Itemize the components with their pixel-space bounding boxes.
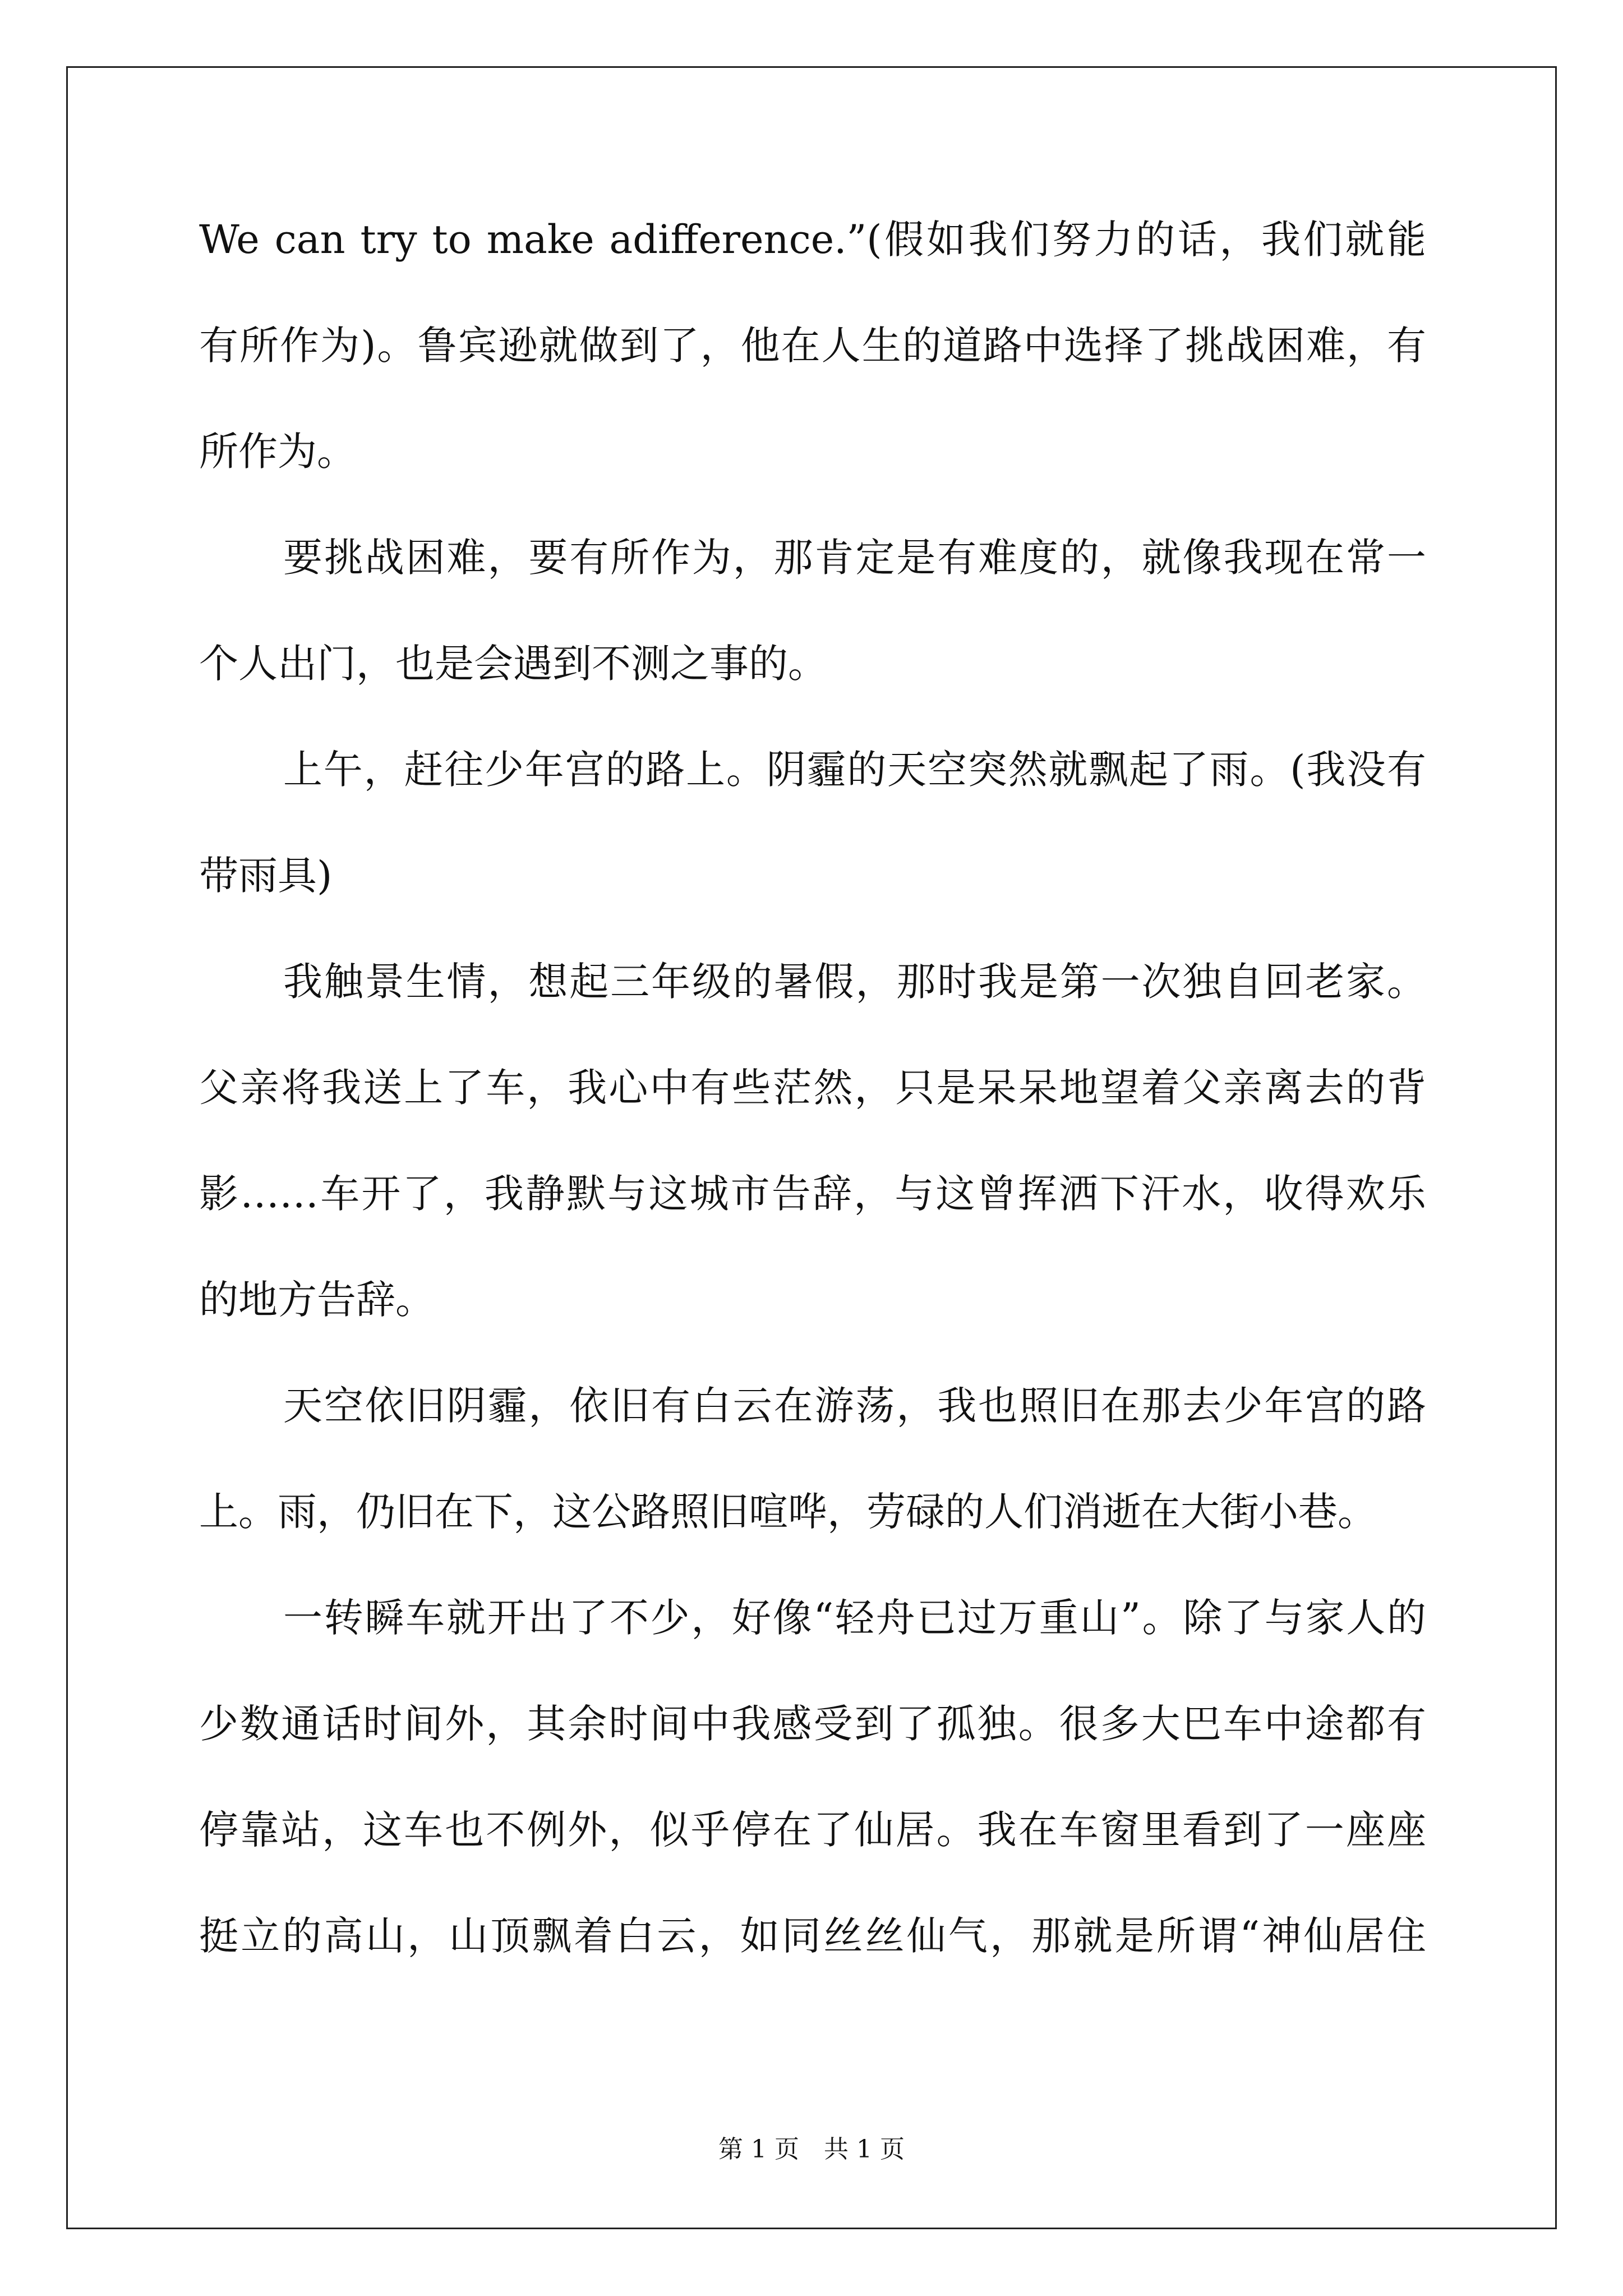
document-body bbox=[199, 217, 1426, 2022]
text-line-14: 一转瞬车就开出了不少，好像“轻舟已过万重山”。除了与家人的 bbox=[283, 1595, 1426, 1641]
text-line-8: 我触景生情，想起三年级的暑假，那时我是第一次独自回老家。 bbox=[283, 959, 1426, 1005]
text-line-6: 上午，赶往少年宫的路上。阴霾的天空突然就飘起了雨。(我没有 bbox=[283, 747, 1426, 793]
text-line-11: 的地方告辞。 bbox=[199, 1277, 435, 1323]
text-line-7: 带雨具) bbox=[199, 853, 333, 899]
text-line-9: 父亲将我送上了车，我心中有些茫然，只是呆呆地望着父亲离去的背 bbox=[199, 1065, 1426, 1111]
page-footer: 第 1 页 共 1 页 bbox=[718, 2135, 905, 2164]
text-line-15: 少数通话时间外，其余时间中我感受到了孤独。很多大巴车中途都有 bbox=[199, 1701, 1426, 1747]
text-line-17: 挺立的高山，山顶飘着白云，如同丝丝仙气，那就是所谓“神仙居住 bbox=[199, 1913, 1426, 1959]
text-line-3: 所作为。 bbox=[199, 429, 356, 475]
text-line-12: 天空依旧阴霾，依旧有白云在游荡，我也照旧在那去少年宫的路 bbox=[283, 1383, 1426, 1429]
text-line-10: 影……车开了，我静默与这城市告辞，与这曾挥洒下汗水，收得欢乐 bbox=[199, 1171, 1426, 1217]
text-line-1: We can try to make adifference.”(假如我们努力的话，我们就能 bbox=[199, 217, 1426, 263]
text-line-13: 上。雨，仍旧在下，这公路照旧喧哗，劳碌的人们消逝在大街小巷。 bbox=[199, 1489, 1377, 1535]
text-line-5: 个人出门，也是会遇到不测之事的。 bbox=[199, 641, 827, 687]
text-line-16: 停靠站，这车也不例外，似乎停在了仙居。我在车窗里看到了一座座 bbox=[199, 1807, 1426, 1853]
text-line-4: 要挑战困难，要有所作为，那肯定是有难度的，就像我现在常一 bbox=[283, 535, 1426, 581]
text-line-2: 有所作为)。鲁宾逊就做到了，他在人生的道路中选择了挑战困难，有 bbox=[199, 323, 1426, 369]
